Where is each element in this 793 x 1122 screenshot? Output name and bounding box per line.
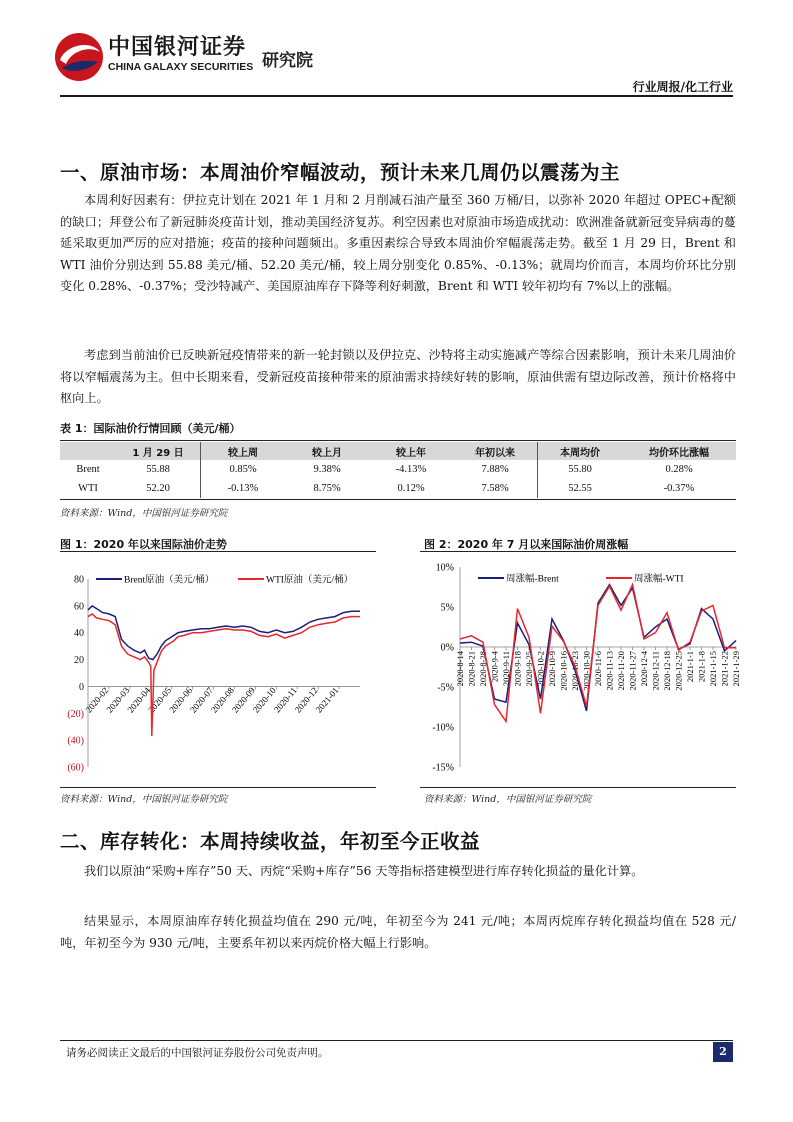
x-tick-label: 2021-1-22 <box>719 651 730 687</box>
institute-label: 研究院 <box>262 51 313 71</box>
y-tick-label: (60) <box>67 762 84 774</box>
y-tick-label: 20 <box>74 655 84 667</box>
x-tick-label: 2020-12 <box>292 685 320 715</box>
legend-label: WTI原油（美元/桶） <box>266 575 354 586</box>
section2-paragraph2: 结果显示，本周原油库存转化损益均值在 290 元/吨，年初至今为 241 元/吨；本周丙烷库存转化损益均值在 528 元/吨，年初至今为 930 元/吨，主要系年初以来丙烷价格大幅上行影响。 <box>60 914 736 950</box>
table-header-cell: 较上月 <box>285 442 369 460</box>
y-tick-label: 0 <box>79 681 84 693</box>
x-tick-label: 2020-10-30 <box>581 651 592 691</box>
report-type: 行业周报/化工行业 <box>632 80 733 94</box>
x-tick-label: 2020-9-11 <box>501 651 511 687</box>
x-tick-label: 2020-08 <box>209 685 236 715</box>
y-tick-label: 5% <box>440 602 454 614</box>
galaxy-logo-icon <box>52 30 106 84</box>
company-logo <box>52 28 342 88</box>
x-tick-label: 2020-11-13 <box>604 651 615 691</box>
header-divider <box>60 95 733 97</box>
y-tick-label: 10% <box>435 562 454 574</box>
y-tick-label: -5% <box>437 682 454 694</box>
footer-divider <box>60 1040 733 1041</box>
x-tick-label: 2020-11-27 <box>627 651 638 691</box>
chart1-top-rule <box>60 551 376 552</box>
table-cell: 52.55 <box>568 483 592 494</box>
x-tick-label: 2021-1-1 <box>685 651 695 683</box>
x-tick-label: 2020-10 <box>250 685 278 715</box>
x-tick-label: 2020-11-6 <box>593 651 603 687</box>
x-tick-label: 2020-12-4 <box>639 651 649 687</box>
table-header-cell: 1 月 29 日 <box>116 442 201 460</box>
brent-price-line <box>88 606 360 660</box>
y-tick-label: 40 <box>74 628 84 640</box>
footer-disclaimer: 请务必阅读正文最后的中国银河证券股份公司免责声明。 <box>66 1047 329 1059</box>
table-header-row <box>60 442 736 460</box>
table-caption: 表 1：国际油价行情回顾（美元/桶） <box>60 422 241 435</box>
x-tick-label: 2020-10-2 <box>535 651 546 687</box>
x-tick-label: 2020-9-4 <box>489 651 500 683</box>
table-cell: 9.38% <box>313 464 341 475</box>
legend-label: 周涨幅-Brent <box>506 574 559 585</box>
x-tick-label: 2020-04 <box>125 685 153 715</box>
y-tick-label: 0% <box>440 642 454 654</box>
oil-price-table <box>60 442 736 498</box>
y-tick-label: (40) <box>67 735 84 747</box>
chart1-source: 资料来源：Wind，中国银河证券研究院 <box>60 794 228 805</box>
section1-paragraph2: 考虑到当前油价已反映新冠疫情带来的新一轮封锁以及伊拉克、沙特将主动实施减产等综合因素影响，预计未来几周油价将以窄幅震荡为主。但中长期来看，受新冠疫苗接种带来的原油需求持续好转的影响，原油供需有望边际改善，预计价格将中枢向上。 <box>60 348 736 405</box>
x-tick-label: 2020-9-25 <box>524 651 534 687</box>
table-cell: 55.80 <box>568 464 592 475</box>
x-tick-label: 2020-8-21 <box>466 651 477 687</box>
table-cell: 8.75% <box>313 483 341 494</box>
section2-paragraph1: 我们以原油“采购+库存”50 天、丙烷“采购+库存”56 天等指标搭建模型进行库存转化损益的量化计算。 <box>84 864 644 878</box>
x-tick-label: 2020-12-11 <box>650 651 661 691</box>
table-header-cell: 均价环比涨幅 <box>622 442 736 460</box>
table-cell: WTI <box>78 483 98 494</box>
x-tick-label: 2021-01 <box>313 685 341 715</box>
y-tick-label: 60 <box>74 601 84 613</box>
table-source: 资料来源：Wind，中国银河证券研究院 <box>60 508 228 519</box>
table-cell: 7.88% <box>453 460 538 479</box>
page-number: 2 <box>713 1042 733 1062</box>
x-tick-label: 2021-1-29 <box>731 651 741 687</box>
table-row <box>60 460 736 479</box>
oil-price-trend-chart <box>60 553 378 785</box>
chart1-bottom-rule <box>60 787 376 788</box>
x-tick-label: 2020-07 <box>188 685 216 715</box>
x-tick-label: 2020-11-20 <box>616 651 626 691</box>
table-cell: 55.88 <box>116 460 201 479</box>
table-header-cell: 年初以来 <box>453 442 538 460</box>
logo-text: 中国银河证券 <box>108 35 247 60</box>
x-tick-label: 2020-11 <box>272 685 299 715</box>
x-tick-label: 2021-1-8 <box>696 651 707 683</box>
x-tick-label: 2020-02 <box>83 685 111 715</box>
table-cell: 0.28% <box>665 464 693 475</box>
x-tick-label: 2020-09 <box>229 685 257 715</box>
table-cell: -4.13% <box>395 464 427 475</box>
x-tick-label: 2020-10-23 <box>570 651 580 691</box>
section1-paragraph1: 本周利好因素有：伊拉克计划在 2021 年 1 月和 2 月削减石油产量至 360 万桶/日，以弥补 2020 年超过 OPEC+配额的缺口；拜登公布了新冠肺炎疫苗计划，推动美国经济复苏。利空因素也对原油市场造成扰动：欧洲准备就新冠变异病毒的蔓延采取更加严厉的应对措施；疫苗的接种问题频出。多重因素综合导致本周油价窄幅震荡走势。截至 1 月 29 日，Brent 和 WTI 油价分别达到 55.88 美元/桶、52.20 美元/桶，较上周分别变化 0.85%、-0.13%；就周均价而言，本周均价环比分别变化 0.28%、-0.37%；受沙特减产、美国原油库存下降等利好刺激，Brent 和 WTI 较年初均有 7%以上的涨幅。 <box>60 193 736 293</box>
x-tick-label: 2020-8-28 <box>478 651 488 687</box>
x-tick-label: 2020-05 <box>146 685 174 715</box>
table-cell: -0.13% <box>227 483 259 494</box>
table-cell: 7.58% <box>453 479 538 498</box>
x-tick-label: 2020-10-16 <box>558 651 569 691</box>
y-tick-label: (20) <box>67 708 84 720</box>
chart2-bottom-rule <box>420 787 736 788</box>
section1-title: 一、原油市场：本周油价窄幅波动，预计未来几周仍以震荡为主 <box>60 161 621 184</box>
table-header-cell: 本周均价 <box>538 442 623 460</box>
x-tick-label: 2020-03 <box>104 685 132 715</box>
x-tick-label: 2020-12-18 <box>662 651 672 691</box>
x-tick-label: 2021-1-15 <box>708 651 718 687</box>
weekly-change-chart <box>420 553 741 785</box>
table-header-cell: 较上周 <box>201 442 286 460</box>
y-tick-label: -15% <box>432 762 454 774</box>
logo-subtitle: CHINA GALAXY SECURITIES <box>108 61 254 73</box>
chart1-caption: 图 1：2020 年以来国际油价走势 <box>60 538 227 551</box>
table-bottom-rule <box>60 499 736 500</box>
x-tick-label: 2020-8-14 <box>455 651 465 687</box>
chart2-caption: 图 2：2020 年 7 月以来国际油价周涨幅 <box>424 538 629 551</box>
x-tick-label: 2020-06 <box>167 685 195 715</box>
x-tick-label: 2020-10-9 <box>547 651 557 687</box>
y-tick-label: 80 <box>74 574 84 586</box>
table-top-rule <box>60 440 736 441</box>
table-cell: -0.37% <box>663 483 695 494</box>
y-tick-label: -10% <box>432 722 454 734</box>
legend-label: Brent原油（美元/桶） <box>124 575 215 586</box>
table-cell: 0.85% <box>229 464 257 475</box>
table-header-cell: 较上年 <box>369 442 453 460</box>
wti-price-line <box>88 614 360 736</box>
x-tick-label: 2020-9-18 <box>512 651 523 687</box>
table-cell: Brent <box>76 464 100 475</box>
table-header-cell <box>60 442 116 460</box>
section2-title: 二、库存转化：本周持续收益，年初至今正收益 <box>60 830 481 853</box>
chart2-top-rule <box>420 551 736 552</box>
table-cell: 0.12% <box>397 483 425 494</box>
legend-label: 周涨幅-WTI <box>634 574 684 585</box>
table-row <box>60 479 736 498</box>
table-cell: 52.20 <box>116 479 201 498</box>
x-tick-label: 2020-12-25 <box>673 651 684 691</box>
chart2-source: 资料来源：Wind，中国银河证券研究院 <box>424 794 592 805</box>
